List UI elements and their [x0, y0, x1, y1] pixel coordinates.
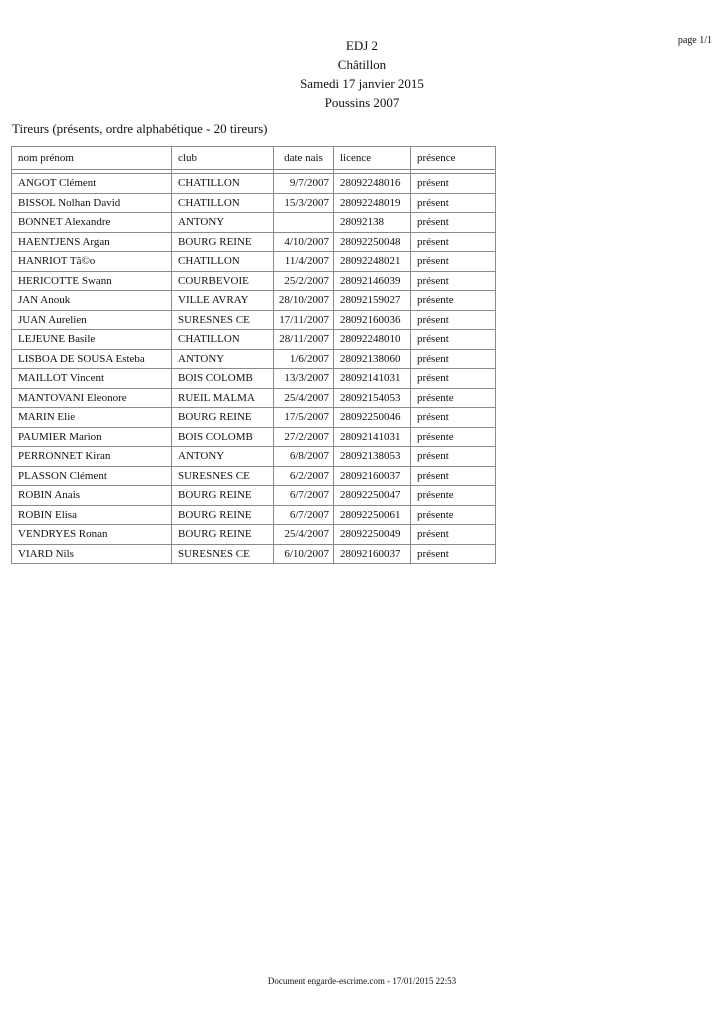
cell-name: JAN Anouk: [12, 291, 172, 311]
cell-club: CHATILLON: [172, 330, 274, 350]
cell-birthdate: 17/11/2007: [274, 310, 334, 330]
cell-license: 28092250046: [334, 408, 411, 428]
cell-club: BOIS COLOMB: [172, 369, 274, 389]
cell-presence: présente: [411, 427, 496, 447]
cell-birthdate: 6/7/2007: [274, 486, 334, 506]
cell-presence: présent: [411, 369, 496, 389]
table-row: [12, 252, 496, 272]
table-row: [12, 291, 496, 311]
cell-presence: présent: [411, 193, 496, 213]
cell-club: ANTONY: [172, 213, 274, 233]
document-header: [0, 36, 724, 112]
cell-birthdate: 13/3/2007: [274, 369, 334, 389]
table-row: [12, 213, 496, 233]
cell-presence: présent: [411, 232, 496, 252]
cell-presence: présente: [411, 486, 496, 506]
cell-birthdate: 6/8/2007: [274, 447, 334, 467]
cell-presence: présent: [411, 349, 496, 369]
table-row: [12, 427, 496, 447]
cell-license: 28092248019: [334, 193, 411, 213]
cell-presence: présent: [411, 544, 496, 564]
cell-birthdate: 9/7/2007: [274, 174, 334, 194]
cell-club: ANTONY: [172, 349, 274, 369]
event-category: Poussins 2007: [324, 95, 400, 110]
cell-license: 28092159027: [334, 291, 411, 311]
cell-name: VIARD Nils: [12, 544, 172, 564]
cell-name: HAENTJENS Argan: [12, 232, 172, 252]
cell-license: 28092138060: [334, 349, 411, 369]
cell-name: LEJEUNE Basile: [12, 330, 172, 350]
cell-club: BOURG REINE: [172, 486, 274, 506]
cell-license: 28092250047: [334, 486, 411, 506]
page-number: page 1/1: [677, 35, 712, 46]
table-row: [12, 486, 496, 506]
table-row: [12, 232, 496, 252]
column-header-name: nom prénom: [12, 147, 172, 170]
cell-presence: présent: [411, 408, 496, 428]
cell-name: HANRIOT Tã©o: [12, 252, 172, 272]
table-row: [12, 193, 496, 213]
cell-club: CHATILLON: [172, 252, 274, 272]
cell-birthdate: [274, 213, 334, 233]
cell-license: 28092248021: [334, 252, 411, 272]
cell-name: ANGOT Clément: [12, 174, 172, 194]
cell-club: ANTONY: [172, 447, 274, 467]
table-row: [12, 447, 496, 467]
cell-license: 28092250061: [334, 505, 411, 525]
cell-club: SURESNES CE: [172, 466, 274, 486]
cell-club: BOIS COLOMB: [172, 427, 274, 447]
cell-license: 28092250049: [334, 525, 411, 545]
event-title: EDJ 2: [345, 38, 379, 53]
cell-name: PAUMIER Marion: [12, 427, 172, 447]
cell-presence: présente: [411, 388, 496, 408]
cell-presence: présent: [411, 252, 496, 272]
cell-license: 28092146039: [334, 271, 411, 291]
cell-presence: présent: [411, 213, 496, 233]
cell-name: ROBIN Anais: [12, 486, 172, 506]
cell-club: BOURG REINE: [172, 408, 274, 428]
cell-license: 28092138053: [334, 447, 411, 467]
cell-birthdate: 27/2/2007: [274, 427, 334, 447]
column-header-presence: présence: [411, 147, 496, 170]
cell-name: MANTOVANI Eleonore: [12, 388, 172, 408]
cell-license: 28092141031: [334, 369, 411, 389]
table-header-row: [12, 147, 496, 170]
cell-club: CHATILLON: [172, 193, 274, 213]
table-row: [12, 466, 496, 486]
cell-presence: présent: [411, 310, 496, 330]
document-footer: Document engarde-escrime.com - 17/01/2015 22:53: [267, 976, 457, 986]
table-row: [12, 310, 496, 330]
cell-name: PLASSON Clément: [12, 466, 172, 486]
table-row: [12, 525, 496, 545]
table-row: [12, 505, 496, 525]
cell-presence: présente: [411, 291, 496, 311]
column-header-club: club: [172, 147, 274, 170]
table-row: [12, 174, 496, 194]
cell-name: MAILLOT Vincent: [12, 369, 172, 389]
table-row: [12, 388, 496, 408]
event-location: Châtillon: [337, 57, 387, 72]
table-row: [12, 271, 496, 291]
cell-name: MARIN Elie: [12, 408, 172, 428]
cell-birthdate: 6/2/2007: [274, 466, 334, 486]
cell-birthdate: 15/3/2007: [274, 193, 334, 213]
cell-presence: présent: [411, 466, 496, 486]
cell-presence: présent: [411, 330, 496, 350]
cell-club: COURBEVOIE: [172, 271, 274, 291]
cell-presence: présent: [411, 174, 496, 194]
cell-birthdate: 17/5/2007: [274, 408, 334, 428]
cell-birthdate: 6/7/2007: [274, 505, 334, 525]
cell-name: BONNET Alexandre: [12, 213, 172, 233]
cell-presence: présent: [411, 271, 496, 291]
column-header-birthdate: date nais: [274, 147, 334, 170]
cell-club: CHATILLON: [172, 174, 274, 194]
cell-name: HERICOTTE Swann: [12, 271, 172, 291]
cell-birthdate: 4/10/2007: [274, 232, 334, 252]
cell-club: SURESNES CE: [172, 310, 274, 330]
table-body: [12, 170, 496, 564]
cell-birthdate: 25/2/2007: [274, 271, 334, 291]
cell-license: 28092248010: [334, 330, 411, 350]
event-date: Samedi 17 janvier 2015: [300, 76, 424, 91]
cell-birthdate: 28/10/2007: [274, 291, 334, 311]
cell-club: BOURG REINE: [172, 505, 274, 525]
cell-license: 28092138: [334, 213, 411, 233]
cell-name: VENDRYES Ronan: [12, 525, 172, 545]
table-row: [12, 369, 496, 389]
cell-presence: présent: [411, 447, 496, 467]
cell-birthdate: 28/11/2007: [274, 330, 334, 350]
cell-license: 28092160037: [334, 466, 411, 486]
cell-club: BOURG REINE: [172, 525, 274, 545]
section-title: Tireurs (présents, ordre alphabétique - 20 tireurs): [12, 121, 268, 136]
table-row: [12, 408, 496, 428]
cell-name: LISBOA DE SOUSA Esteba: [12, 349, 172, 369]
cell-license: 28092160037: [334, 544, 411, 564]
table-row: [12, 330, 496, 350]
cell-name: BISSOL Nolhan David: [12, 193, 172, 213]
cell-birthdate: 25/4/2007: [274, 525, 334, 545]
cell-license: 28092160036: [334, 310, 411, 330]
cell-club: BOURG REINE: [172, 232, 274, 252]
cell-club: RUEIL MALMA: [172, 388, 274, 408]
cell-license: 28092141031: [334, 427, 411, 447]
cell-presence: présent: [411, 525, 496, 545]
cell-name: ROBIN Elisa: [12, 505, 172, 525]
cell-name: PERRONNET Kiran: [12, 447, 172, 467]
cell-birthdate: 11/4/2007: [274, 252, 334, 272]
cell-club: VILLE AVRAY: [172, 291, 274, 311]
fencers-table: [11, 146, 496, 564]
cell-name: JUAN Aurelien: [12, 310, 172, 330]
cell-club: SURESNES CE: [172, 544, 274, 564]
cell-license: 28092248016: [334, 174, 411, 194]
cell-presence: présente: [411, 505, 496, 525]
cell-birthdate: 25/4/2007: [274, 388, 334, 408]
cell-license: 28092250048: [334, 232, 411, 252]
cell-license: 28092154053: [334, 388, 411, 408]
cell-birthdate: 1/6/2007: [274, 349, 334, 369]
column-header-license: licence: [334, 147, 411, 170]
cell-birthdate: 6/10/2007: [274, 544, 334, 564]
table-row: [12, 349, 496, 369]
table-row: [12, 544, 496, 564]
